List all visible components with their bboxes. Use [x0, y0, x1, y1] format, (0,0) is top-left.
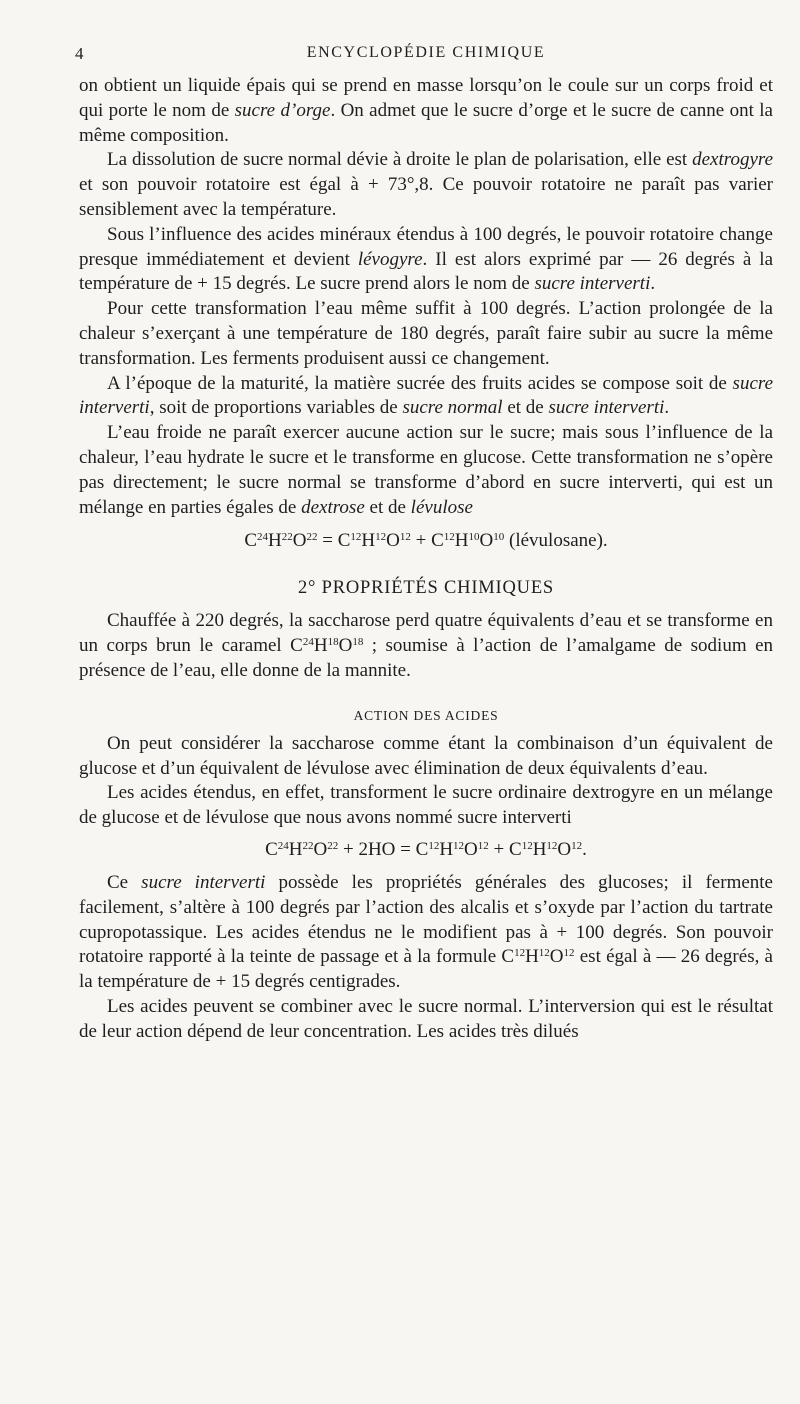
paragraph: Ce sucre interverti possède les propriétés générales des glucoses; il fermente facilement, s’altère à 100 degrés par l’action des alcalis et s’oxyde par l’action du tartrate cupropotassique. Les acides étendus ne le modifient pas à + 100 degrés. Son pouvoir rotatoire rapporté à la teinte de passage et à la formule $C^{12}H^{12}O^{12}$ est égal à — 26 degrés, à la température de + 15 degrés centigrades. [79, 871, 773, 993]
paragraph: La dissolution de sucre normal dévie à droite le plan de polarisation, elle est dextrogyre et son pouvoir rotatoire est égal à + 73°,8. Ce pouvoir rotatoire ne paraît pas varier sensiblement avec la température. [79, 149, 773, 220]
paragraph: L’eau froide ne paraît exercer aucune action sur le sucre; mais sous l’influence de la chaleur, l’eau hydrate le sucre et le transforme en glucose. Cette transformation ne s’opère pas directement; le sucre normal se transforme d’abord en sucre interverti, qui est un mélange en parties égales de dextrose et de lévulose [79, 422, 773, 518]
paragraph: A l’époque de la maturité, la matière sucrée des fruits acides se compose soit de sucre interverti, soit de proportions variables de sucre normal et de sucre interverti. [79, 372, 773, 419]
section-title: 2° PROPRIÉTÉS CHIMIQUES [297, 578, 555, 599]
body-text [79, 74, 773, 1045]
paragraph: On peut considérer la saccharose comme étant la combinaison d’un équivalent de glucose et d’un équivalent de lévulose avec élimination de deux équivalents d’eau. [79, 732, 773, 779]
page-header [75, 44, 773, 74]
page-number: 4 [75, 44, 84, 63]
equation-sucrose-hydration: $C^{24}H^{22}O^{22} = C^{12}H^{12}O^{12} + C^{12}H^{10}O^{10}$ (lévulosane). [244, 530, 608, 552]
page [0, 44, 800, 1404]
paragraph: Sous l’influence des acides minéraux étendus à 100 degrés, le pouvoir rotatoire change presque immédiatement et devient lévogyre. Il est alors exprimé par — 26 degrés à la température de + 15 degrés. Le sucre prend alors le nom de sucre interverti. [79, 223, 773, 295]
paragraph: Les acides peuvent se combiner avec le sucre normal. L’interversion qui est le résultat de leur action dépend de leur concentration. Les acides très dilués [79, 995, 773, 1042]
equation-inversion: $C^{24}H^{22}O^{22} + 2HO = C^{12}H^{12}O^{12} + C^{12}H^{12}O^{12}$. [265, 838, 587, 860]
running-title: ENCYCLOPÉDIE CHIMIQUE [306, 44, 546, 61]
subsection-title: ACTION DES ACIDES [353, 707, 499, 723]
paragraph: Les acides étendus, en effet, transforment le sucre ordinaire dextrogyre en un mélange de glucose et de lévulose que nous avons nommé sucre interverti [79, 782, 773, 829]
paragraph: Pour cette transformation l’eau même suffit à 100 degrés. L’action prolongée de la chaleur s’exerçant à une température de 180 degrés, paraît faire subir au sucre la même transformation. Les ferments produisent aussi ce changement. [79, 298, 773, 369]
paragraph: on obtient un liquide épais qui se prend en masse lorsqu’on le coule sur un corps froid et qui porte le nom de sucre d’orge. On admet que le sucre d’orge et le sucre de canne ont la même composition. [79, 75, 773, 146]
paragraph: Chauffée à 220 degrés, la saccharose perd quatre équivalents d’eau et se transforme en un corps brun le caramel $C^{24}H^{18}O^{18}$ ; soumise à l’action de l’amalgame de sodium en présence de l’eau, elle donne de la mannite. [79, 610, 773, 681]
